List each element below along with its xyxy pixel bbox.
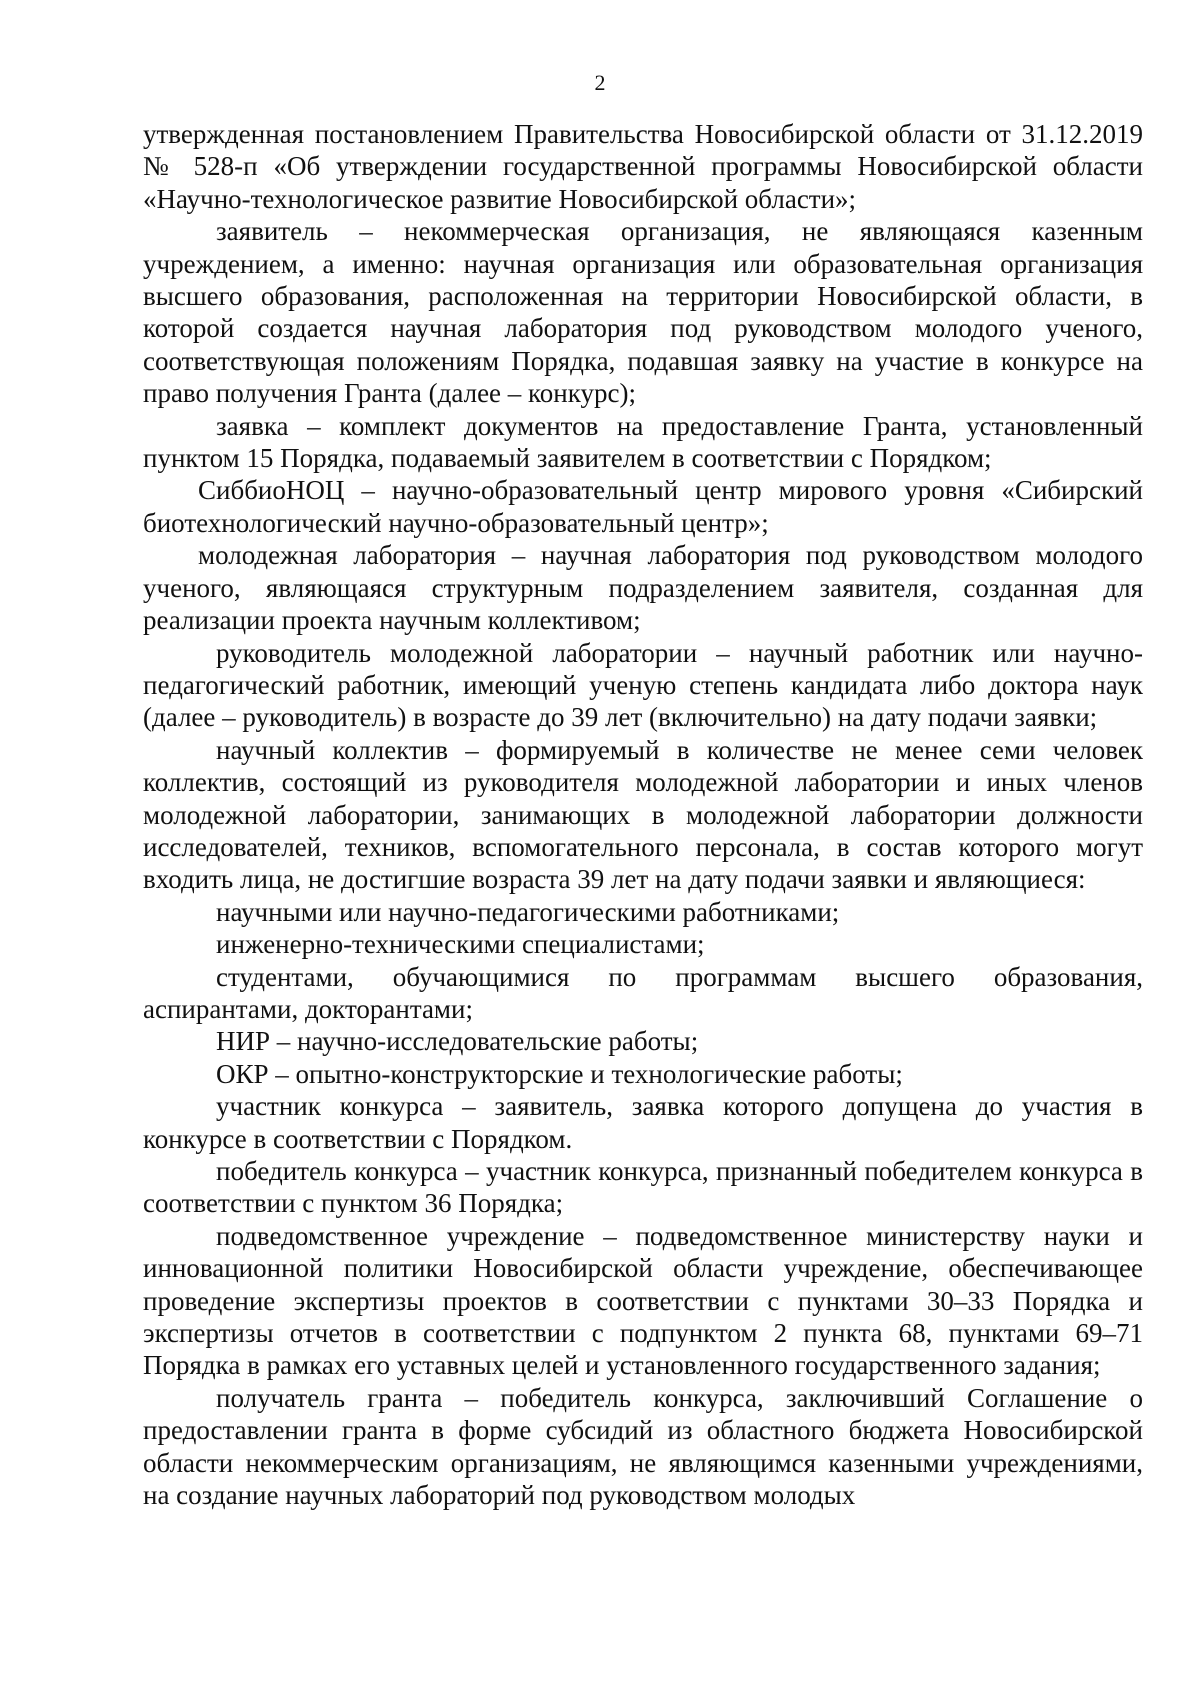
paragraph-winner-definition: победитель конкурса – участник конкурса, признанный победителем конкурса в соответствии с пунктом 36 Порядка; xyxy=(143,1156,1143,1219)
paragraph-grant-recipient-definition: получатель гранта – победитель конкурса, заключивший Соглашение о предоставлении гранта в форме субсидий из областного бюджета Новосибирской области некоммерческим организациям, не являющимся казенными учреждениями, на создание научных лабораторий под руководством молодых xyxy=(143,1382,1143,1511)
paragraph-youth-lab-definition: молодежная лаборатория – научная лаборатория под руководством молодого ученого, являющаяся структурным подразделением заявителя, созданная для реализации проекта научным коллективом; xyxy=(143,540,1143,636)
list-item-engineers: инженерно-техническими специалистами; xyxy=(216,929,705,960)
paragraph-research-team-definition: научный коллектив – формируемый в количестве не менее семи человек коллектив, состоящий из руководителя молодежной лаборатории и иных членов молодежной лаборатории, занимающих в молодежной лаборатории должности исследователей, техников, вспомогательного персонала, в состав которого могут входить лица, не достигшие возраста 39 лет на дату подачи заявки и являющиеся: xyxy=(143,734,1143,895)
list-item-researchers: научными или научно-педагогическими работниками; xyxy=(216,896,840,927)
paragraph-application-definition: заявка – комплект документов на предоставление Гранта, установленный пунктом 15 Порядка, подаваемый заявителем в соответствии с Порядком; xyxy=(143,410,1143,474)
page-number: 2 xyxy=(594,70,606,95)
list-item-students: студентами, обучающимися по программам высшего образования, аспирантами, докторантами; xyxy=(143,961,1143,1024)
paragraph-lab-head-definition: руководитель молодежной лаборатории – научный работник или научно-педагогический работник, имеющий ученую степень кандидата либо доктора наук (далее – руководитель) в возрасте до 39 лет (включительно) на дату подачи заявки; xyxy=(143,637,1143,733)
paragraph-nir-definition: НИР – научно-исследовательские работы; xyxy=(216,1026,699,1057)
paragraph-program-reference: утвержденная постановлением Правительства Новосибирской области от 31.12.2019 № 528-п «Об утверждении государственной программы Новосибирской области «Научно-технологическое развитие Новосибирской области»; xyxy=(143,119,1143,214)
paragraph-participant-definition: участник конкурса – заявитель, заявка которого допущена до участия в конкурсе в соответствии с Порядком. xyxy=(143,1091,1143,1154)
paragraph-okr-definition: ОКР – опытно-конструкторские и технологические работы; xyxy=(216,1058,903,1089)
paragraph-subordinate-institution-definition: подведомственное учреждение – подведомственное министерству науки и инновационной политики Новосибирской области учреждение, обеспечивающее проведение экспертизы проектов в соответствии с пунктами 30–33 Порядка и экспертизы отчетов в соответствии с подпунктом 2 пункта 68, пунктами 69–71 Порядка в рамках его уставных целей и установленного государственного задания; xyxy=(143,1220,1143,1381)
paragraph-applicant-definition: заявитель – некоммерческая организация, не являющаяся казенным учреждением, а именно: научная организация или образовательная организация высшего образования, расположенная на территории Новосибирской области, в которой создается научная лаборатория под руководством молодого ученого, соответствующая положениям Порядка, подавшая заявку на участие в конкурсе на право получения Гранта (далее – конкурс); xyxy=(143,216,1143,409)
paragraph-sibbionoc-definition: СиббиоНОЦ – научно-образовательный центр мирового уровня «Сибирский биотехнологический научно-образовательный центр»; xyxy=(143,475,1143,538)
document-body xyxy=(143,118,1143,1511)
